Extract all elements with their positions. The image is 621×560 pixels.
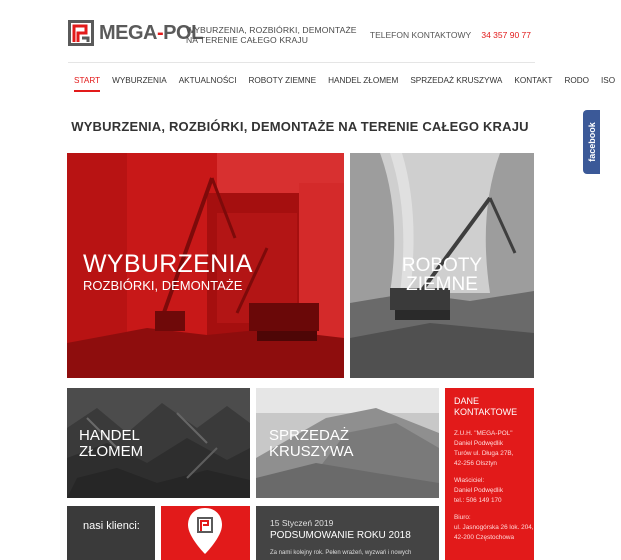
clients-label: nasi klienci: <box>83 520 140 532</box>
nav-item-wyburzenia[interactable]: WYBURZENIA <box>112 76 167 85</box>
facebook-tab[interactable] <box>583 110 600 174</box>
tile-earthworks[interactable] <box>350 153 534 378</box>
contact-title-line-2: KONTAKTOWE <box>454 407 518 417</box>
contact-owner-2: Daniel Podwędlik <box>454 487 504 494</box>
contact-city-1: 42-256 Olsztyn <box>454 460 497 467</box>
news-title[interactable]: PODSUMOWANIE ROKU 2018 <box>270 530 411 541</box>
tile-scrap-caption <box>79 428 143 460</box>
tile-earthworks-line-2: ZIEMNE <box>406 274 478 295</box>
tile-demolition[interactable] <box>67 153 344 378</box>
contact-panel-title <box>454 396 517 418</box>
nav-item-handel-zlomem[interactable]: HANDEL ZŁOMEM <box>328 76 399 85</box>
news-date: 15 Styczeń 2019 <box>270 518 334 528</box>
contact-title-line-1: DANE <box>454 396 480 406</box>
tile-earthworks-caption <box>350 256 534 294</box>
news-panel[interactable] <box>256 506 439 560</box>
mega-pol-logo-icon <box>68 20 94 46</box>
main-nav <box>68 70 621 92</box>
tagline-line-2: NA TERENIE CAŁEGO KRAJU <box>186 35 309 45</box>
site-logo[interactable] <box>68 20 203 46</box>
nav-item-sprzedaz-kruszywa[interactable]: SPRZEDAŻ KRUSZYWA <box>410 76 503 85</box>
tile-aggregate-line-1: SPRZEDAŻ <box>269 427 350 444</box>
contact-address-2: ul. Jasnogórska 26 lok. 204, <box>454 524 534 531</box>
header-tagline <box>186 25 357 45</box>
nav-item-rodo[interactable]: RODO <box>564 76 589 85</box>
contact-details <box>454 429 534 543</box>
phone-number-link[interactable]: 34 357 90 77 <box>481 30 531 40</box>
nav-item-start[interactable]: START <box>68 70 106 92</box>
tile-demolition-subtitle: ROZBIÓRKI, DEMONTAŻE <box>83 278 243 293</box>
header-phone <box>370 30 531 40</box>
header-divider <box>68 62 535 63</box>
tile-demolition-caption <box>83 251 253 294</box>
nav-item-aktualnosci[interactable]: AKTUALNOŚCI <box>178 76 237 85</box>
tagline-line-1: WYBURZENIA, ROZBIÓRKI, DEMONTAŻE <box>186 25 357 35</box>
news-excerpt: Za nami kolejny rok. Pełen wrażeń, wyzwań i nowych <box>270 550 412 556</box>
nav-item-roboty-ziemne[interactable]: ROBOTY ZIEMNE <box>248 76 317 85</box>
site-header <box>0 0 616 96</box>
clients-panel[interactable] <box>67 506 155 560</box>
tile-aggregate-line-2: KRUSZYWA <box>269 443 354 460</box>
contact-owner-label: Właściciel: <box>454 477 485 484</box>
contact-office-label: Biuro: <box>454 514 471 521</box>
tile-earthworks-line-1: ROBOTY <box>401 255 483 276</box>
tile-scrap-line-1: HANDEL <box>79 427 140 444</box>
contact-city-2: 42-200 Częstochowa <box>454 534 515 541</box>
facebook-tab-label: facebook <box>586 122 597 162</box>
page-title: WYBURZENIA, ROZBIÓRKI, DEMONTAŻE NA TERENIE CAŁEGO KRAJU <box>71 119 529 134</box>
contact-owner-1: Daniel Podwędlik <box>454 440 504 447</box>
tile-aggregate-sale[interactable] <box>256 388 439 498</box>
location-panel[interactable] <box>161 506 250 560</box>
nav-item-iso[interactable]: ISO <box>601 76 616 85</box>
phone-label: TELEFON KONTAKTOWY <box>369 30 471 40</box>
location-pin-icon <box>161 506 250 560</box>
contact-tel[interactable]: tel.: 506 149 170 <box>454 497 502 504</box>
tile-demolition-title: WYBURZENIA <box>83 250 253 278</box>
tile-scrap-line-2: ZŁOMEM <box>79 443 144 460</box>
tile-scrap-trade[interactable] <box>67 388 250 498</box>
contact-company: Z.U.H. "MEGA-POL" <box>454 430 513 437</box>
contact-address-1: Turów ul. Długa 27B, <box>454 450 514 457</box>
nav-item-kontakt[interactable]: KONTAKT <box>514 76 553 85</box>
contact-panel <box>445 388 534 560</box>
tile-aggregate-caption <box>269 428 353 460</box>
logo-wordmark: MEGA-POL <box>99 21 203 44</box>
